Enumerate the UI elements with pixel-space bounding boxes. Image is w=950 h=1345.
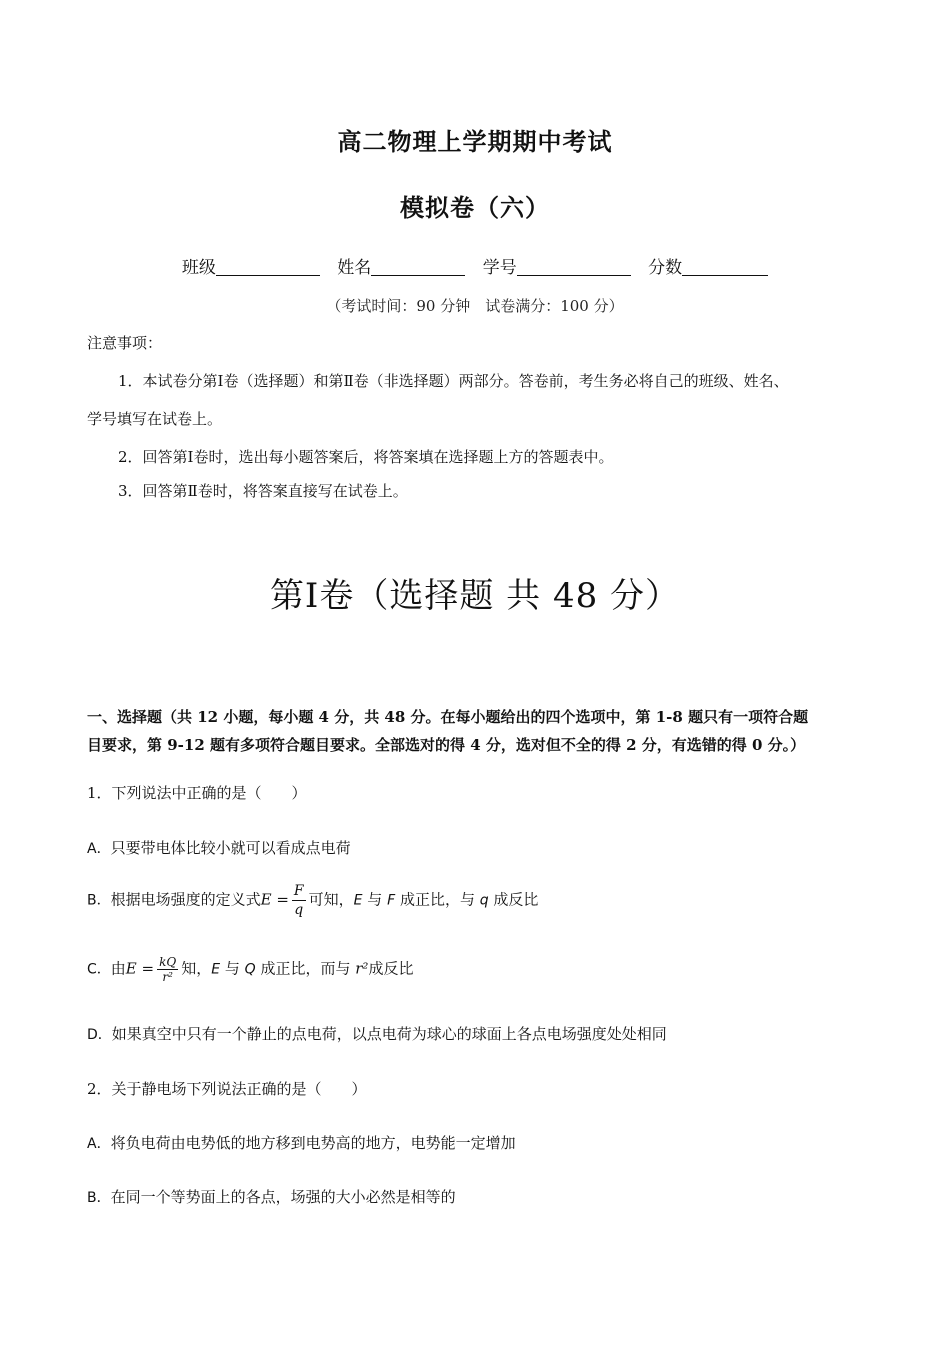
score-blank[interactable] bbox=[682, 257, 768, 276]
fraction-numerator: F bbox=[293, 883, 304, 899]
option-label: B． bbox=[87, 892, 111, 909]
option-label: A． bbox=[87, 841, 111, 857]
fraction-denominator: r² bbox=[162, 970, 173, 984]
option-text: 只要带电体比较小就可以看成点电荷 bbox=[110, 839, 351, 857]
question-1-option-b[interactable] bbox=[87, 882, 877, 919]
fraction-kq-over-r2 bbox=[157, 955, 178, 984]
fraction-numerator: kQ bbox=[159, 955, 177, 969]
score-label: 分数 bbox=[648, 258, 683, 278]
notes-heading: 注意事项： bbox=[87, 334, 163, 352]
question-2-option-b[interactable] bbox=[87, 1186, 877, 1209]
id-label: 学号 bbox=[482, 258, 517, 278]
question-1-option-a[interactable] bbox=[87, 837, 877, 860]
question-2-stem: 2．关于静电场下列说法正确的是（ ） bbox=[87, 1080, 367, 1098]
option-text: 成正比，而与 bbox=[260, 959, 351, 978]
name-blank[interactable] bbox=[371, 257, 465, 276]
student-info-fields bbox=[0, 253, 950, 278]
variable-e: E bbox=[211, 961, 221, 978]
option-text: 成反比 bbox=[368, 959, 414, 978]
exam-title: 高二物理上学期期中考试 bbox=[337, 127, 613, 156]
variable-f: F bbox=[387, 892, 396, 909]
formula-lhs: E = bbox=[260, 890, 289, 909]
part-one-intro-line-1: 一、选择题（共 12 小题，每小题 4 分，共 48 分。在每小题给出的四个选项中，第 1-8 题只有一项符合题 bbox=[87, 708, 809, 726]
option-text: 可知， bbox=[308, 890, 354, 909]
notes-item-1-line-1: 1．本试卷分第Ⅰ卷（选择题）和第Ⅱ卷（非选择题）两部分。答卷前，考生务必将自己的班级、姓名、 bbox=[118, 372, 789, 390]
option-text: 根据电场强度的定义式 bbox=[110, 890, 261, 909]
option-text: 如果真空中只有一个静止的点电荷，以点电荷为球心的球面上各点电场强度处处相同 bbox=[111, 1025, 667, 1043]
option-text: 成反比 bbox=[493, 890, 539, 909]
variable-q: q bbox=[479, 892, 489, 909]
notes-item-2: 2．回答第Ⅰ卷时，选出每小题答案后，将答案填在选择题上方的答题表中。 bbox=[118, 448, 614, 466]
id-blank[interactable] bbox=[517, 257, 631, 276]
option-label: C． bbox=[87, 961, 111, 978]
question-1-option-d[interactable] bbox=[87, 1023, 877, 1046]
option-text: 由 bbox=[110, 959, 126, 978]
option-label: D． bbox=[87, 1027, 112, 1043]
option-text: 与 bbox=[367, 890, 383, 909]
variable-r-squared: r² bbox=[355, 959, 369, 978]
exam-info: （考试时间：90 分钟 试卷满分：100 分） bbox=[326, 297, 624, 315]
variable-e: E bbox=[353, 892, 363, 909]
formula-lhs: E = bbox=[125, 959, 155, 978]
exam-subtitle: 模拟卷（六） bbox=[400, 193, 550, 222]
section-title: 第Ⅰ卷（选择题 共 48 分） bbox=[269, 576, 681, 616]
fraction-denominator: q bbox=[294, 902, 304, 918]
option-text: 将负电荷由电势低的地方移到电势高的地方，电势能一定增加 bbox=[110, 1134, 516, 1152]
part-one-intro-line-2: 目要求，第 9-12 题有多项符合题目要求。全部选对的得 4 分，选对但不全的得 2 分，有选错的得 0 分。） bbox=[87, 736, 806, 754]
question-1-option-c[interactable] bbox=[87, 955, 877, 984]
class-label: 班级 bbox=[181, 258, 216, 278]
option-label: A． bbox=[87, 1136, 111, 1152]
class-blank[interactable] bbox=[216, 257, 320, 276]
option-label: B． bbox=[87, 1190, 111, 1206]
option-text: 与 bbox=[224, 959, 240, 978]
name-label: 姓名 bbox=[337, 258, 372, 278]
part-one-intro bbox=[87, 703, 877, 759]
notes-item-3: 3．回答第Ⅱ卷时，将答案直接写在试卷上。 bbox=[118, 482, 408, 500]
variable-q: Q bbox=[244, 961, 256, 978]
option-text: 知， bbox=[181, 959, 212, 978]
question-2-option-a[interactable] bbox=[87, 1132, 877, 1155]
fraction-f-over-q bbox=[292, 882, 306, 919]
question-1-stem: 1．下列说法中正确的是（ ） bbox=[87, 784, 307, 802]
notes-item-1-line-2: 学号填写在试卷上。 bbox=[87, 410, 223, 428]
option-text: 成正比，与 bbox=[399, 890, 475, 909]
option-text: 在同一个等势面上的各点，场强的大小必然是相等的 bbox=[110, 1188, 456, 1206]
